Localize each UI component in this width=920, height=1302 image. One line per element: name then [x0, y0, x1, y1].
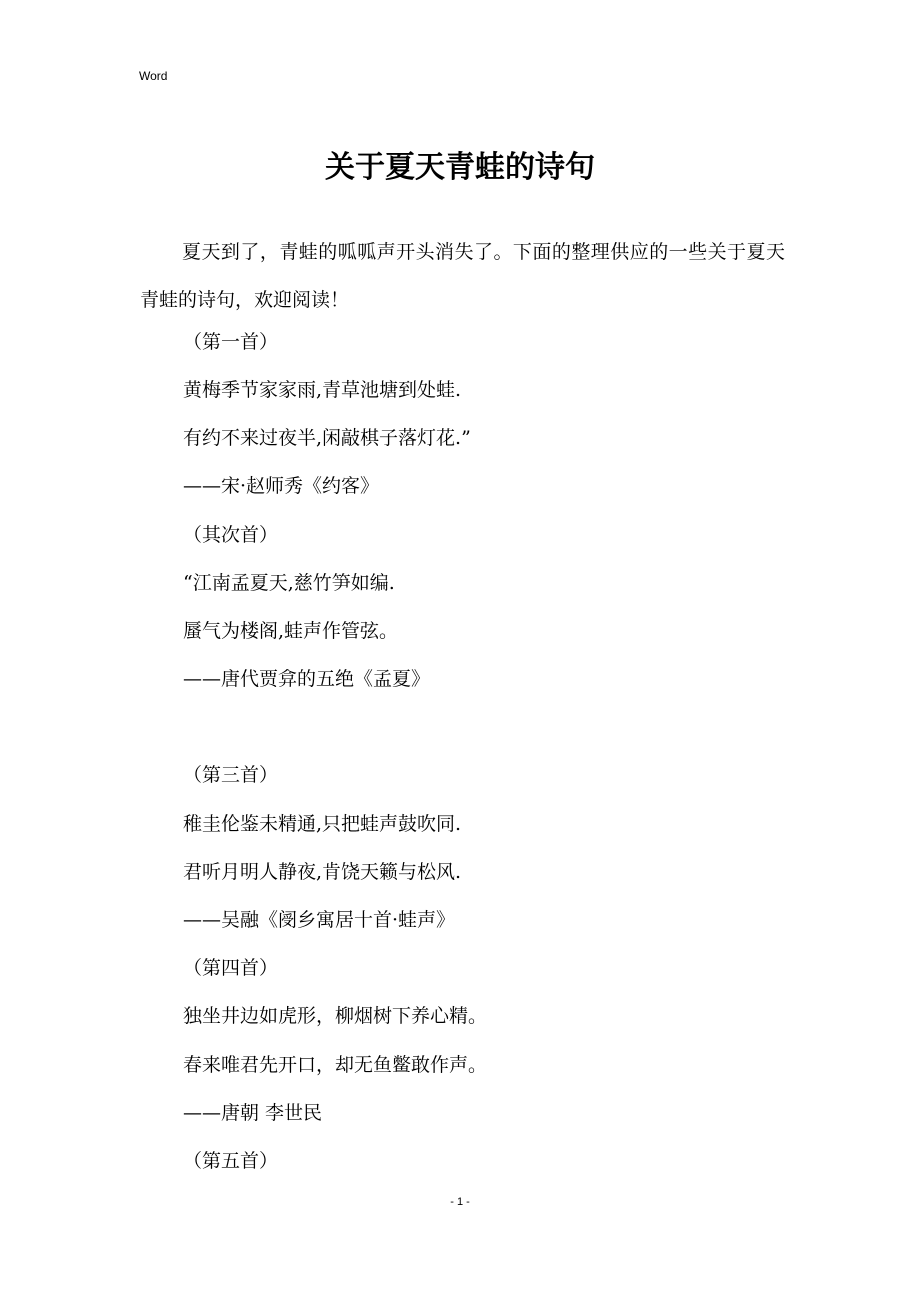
intro-paragraph: 夏天到了，青蛙的呱呱声开头消失了。下面的整理供应的一些关于夏天青蛙的诗句，欢迎阅读！	[140, 241, 785, 311]
poem-line: 蜃气为楼阁,蛙声作管弦。	[183, 620, 399, 642]
poem-heading-4: （第四首）	[183, 957, 279, 979]
poem-line: 有约不来过夜半,闲敲棋子落灯花.”	[183, 427, 471, 449]
poem-heading-3: （第三首）	[183, 764, 279, 786]
poem-heading-5: （第五首）	[183, 1150, 279, 1172]
poem-line: 春来唯君先开口，却无鱼鳖敢作声。	[183, 1054, 488, 1076]
poem-heading-1: （第一首）	[183, 331, 279, 353]
poem-line: 稚圭伦鉴未精通,只把蛙声鼓吹同.	[183, 813, 462, 835]
poem-line: 独坐井边如虎形，柳烟树下养心精。	[183, 1005, 488, 1027]
poem-attribution: ——宋·赵师秀《约客》	[183, 475, 380, 497]
poem-attribution: ——吴融《阌乡寓居十首·蛙声》	[183, 909, 456, 931]
document-title: 关于夏天青蛙的诗句	[325, 150, 595, 185]
poem-attribution: ——唐朝 李世民	[183, 1102, 323, 1124]
poem-heading-2: （其次首）	[183, 524, 279, 546]
page-number: - 1 -	[450, 1196, 470, 1208]
poem-line: 君听月明人静夜,肯饶天籁与松风.	[183, 861, 462, 883]
header-label: Word	[139, 69, 168, 83]
poem-attribution: ——唐代贾弇的五绝《孟夏》	[183, 668, 431, 690]
poem-line: “江南孟夏天,慈竹笋如编.	[183, 572, 395, 594]
poem-line: 黄梅季节家家雨,青草池塘到处蛙.	[183, 379, 462, 401]
